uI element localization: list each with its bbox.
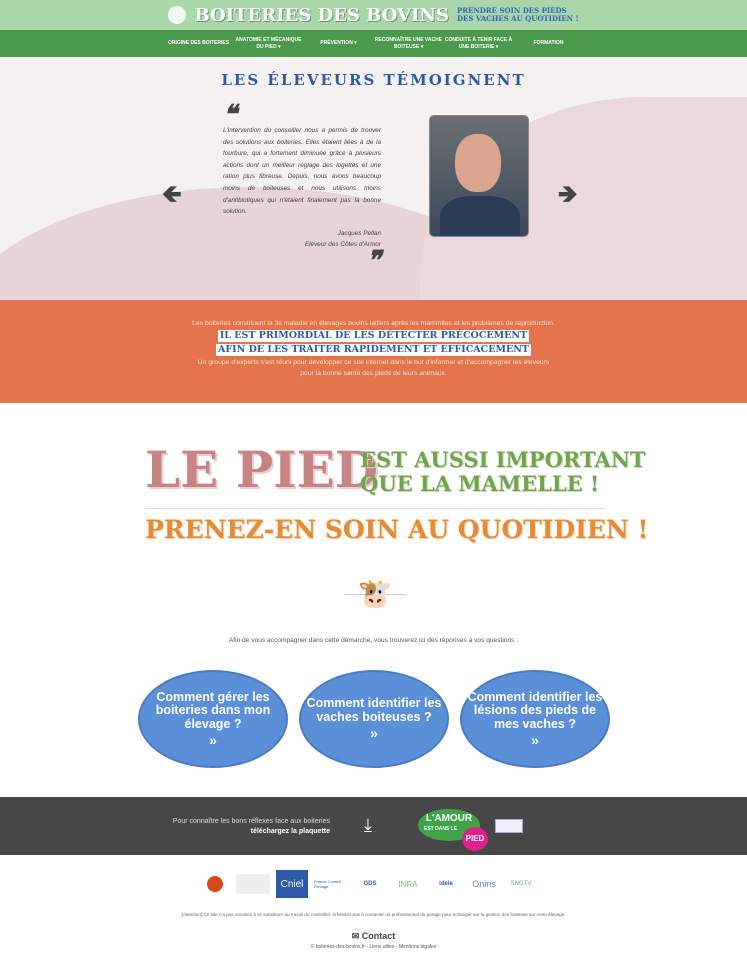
- quote-author: Jacques Pellan: [337, 229, 381, 237]
- partner-logo[interactable]: Cniel: [276, 870, 308, 898]
- download-text: [150, 817, 330, 837]
- question-label: Comment gérer les boiteries dans mon élevage ?: [155, 689, 271, 731]
- download-link[interactable]: téléchargez la plaquette: [250, 828, 330, 835]
- disclaimer: [Attention] Ce site n'a pas vocation à se substituer au travail du conseiller. N'hésitez pas à contacter un professionnel du parage pour échanger sur la gestion des boiteries sur votre élevage.: [181, 912, 566, 917]
- partner-logo[interactable]: idele: [439, 881, 453, 887]
- prev-arrow-icon[interactable]: 🡸: [162, 181, 182, 208]
- question-button-manage[interactable]: [138, 670, 288, 768]
- brand-title[interactable]: BOITERIES DES BOVINS: [194, 4, 449, 26]
- contact-link[interactable]: ✉ Contact: [351, 931, 396, 941]
- farmer-photo: [429, 115, 529, 237]
- nav-item[interactable]: CONDUITE À TENIR FACE À UNE BOITERIE ▾: [444, 36, 513, 50]
- download-band: [0, 797, 747, 855]
- nav-item[interactable]: PRÉVENTION ▾: [320, 40, 357, 46]
- tagline-line: PRENDRE SOIN DES PIEDS: [456, 6, 567, 15]
- banner-text: Les boiteries constituent la 3e maladie en élevages bovins laitiers après les mammites et les problèmes de reproduction.: [192, 320, 555, 327]
- slogan-part: [360, 448, 646, 496]
- nav-item[interactable]: ANATOMIE ET MÉCANIQUE DU PIED ▾: [235, 36, 302, 50]
- partner-logo[interactable]: [236, 874, 270, 894]
- tagline-line: DES VACHES AU QUOTIDIEN !: [456, 14, 579, 23]
- partner-logo[interactable]: SNGTV: [510, 881, 532, 887]
- amour-line: L'AMOUR: [425, 813, 473, 824]
- slogan-big: LE PIED: [145, 440, 379, 499]
- download-caption: Pour connaître les bons réflexes face aux boiteries: [172, 818, 330, 825]
- slogan-line: EST AUSSI IMPORTANT: [360, 447, 646, 472]
- chevron-icon: »: [209, 732, 217, 748]
- partner-logo[interactable]: [207, 876, 223, 892]
- banner-highlight: IL EST PRIMORDIAL DE LES DÉTECTER PRÉCOCEMENT: [219, 330, 528, 341]
- divider: [145, 508, 605, 509]
- question-label: Comment identifier les vaches boiteuses ?: [306, 696, 442, 724]
- intro-text: Afin de vous accompagner dans cette démarche, vous trouverez ici des réponses à vos questions :: [228, 637, 519, 644]
- main-nav: [0, 30, 747, 57]
- info-banner: [0, 300, 747, 403]
- cow-head-icon: 🐮: [344, 576, 406, 612]
- banner-text: Un groupe d'experts s'est réuni pour développer ce site internet dans le but d'informer et d'accompagner les éleveurs: [197, 359, 550, 366]
- testimonial-quote: [223, 100, 381, 276]
- section-title: LES ÉLEVEURS TÉMOIGNENT: [221, 71, 526, 89]
- next-arrow-icon[interactable]: 🡺: [558, 181, 578, 208]
- quote-author-role: Eleveur des Côtes d'Armor: [304, 241, 381, 249]
- pied-logo: PIED: [462, 827, 488, 851]
- partner-logo[interactable]: France Conseil Élevage: [314, 879, 341, 889]
- logo-icon: [168, 6, 186, 24]
- nav-item[interactable]: FORMATION: [533, 40, 564, 46]
- testimonial-carousel: [0, 57, 747, 300]
- amour-line: EST DANS LE: [424, 826, 458, 832]
- quote-text: L'intervention du conseiller nous a permis de trouver des solutions aux boiteries. Elles étaient liées à de la fourbure, qui a fortement diminuée grâce à plusieurs actions dont un meilleur réglage des logettes et une ration plus fibreuse. Depuis, nous avons beaucoup moins de boiteuses et nous utilisons moins d'antibiotiques qui n'étaient finalement pas la bonne solution.: [223, 127, 381, 216]
- question-button-identify[interactable]: [299, 670, 449, 768]
- question-button-lesions[interactable]: [460, 670, 610, 768]
- nav-item[interactable]: ORIGINE DES BOITERIES: [167, 40, 230, 46]
- copyright: © boiteries-des-bovins.fr - Liens utiles - Mentions légales: [310, 944, 437, 950]
- banner-text: pour la bonne santé des pieds de leurs animaux.: [300, 370, 447, 377]
- partner-badge[interactable]: [495, 819, 523, 833]
- partner-logo[interactable]: Oniris: [472, 879, 496, 889]
- partner-logo[interactable]: GDS: [363, 881, 377, 887]
- partner-logo[interactable]: INRA: [398, 879, 418, 889]
- chevron-icon: »: [531, 732, 539, 748]
- partner-logos: [200, 870, 550, 898]
- header: [0, 0, 747, 30]
- banner-highlight: AFIN DE LES TRAITER RAPIDEMENT ET EFFICACEMENT: [218, 344, 529, 355]
- download-icon[interactable]: ⤓: [364, 815, 372, 835]
- question-label: Comment identifier les lésions des pieds de mes vaches ?: [467, 689, 603, 731]
- slogan-sub: PRENEZ-EN SOIN AU QUOTIDIEN !: [145, 515, 649, 544]
- chevron-icon: »: [370, 725, 378, 742]
- slogan-line: QUE LA MAMELLE !: [360, 471, 600, 496]
- open-quote-icon: ❝: [223, 100, 237, 130]
- tagline: [457, 7, 579, 23]
- nav-item[interactable]: RECONNAÎTRE UNE VACHE BOITEUSE ▾: [374, 36, 443, 50]
- close-quote-icon: ❞: [367, 245, 381, 276]
